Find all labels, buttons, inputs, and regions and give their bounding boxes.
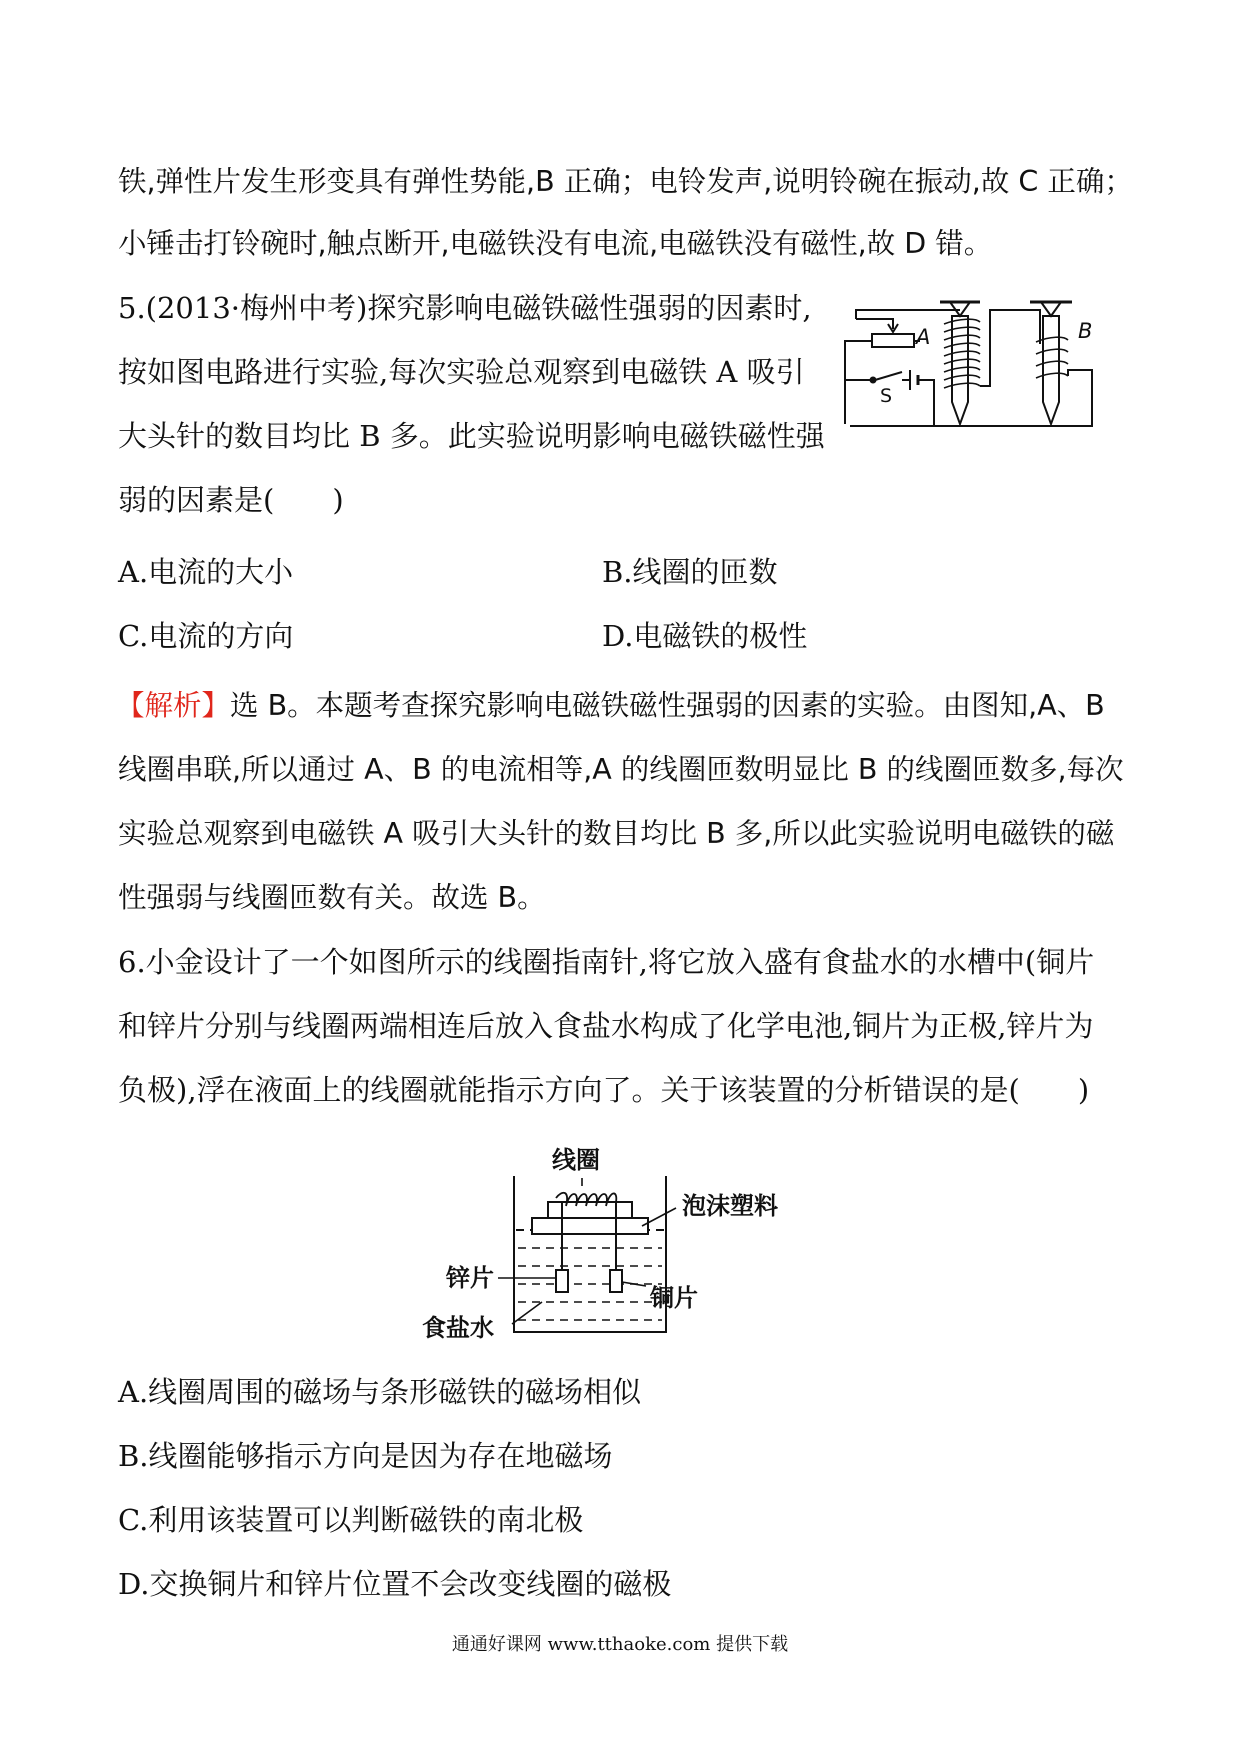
q5-analysis-line-3: 实验总观察到电磁铁 A 吸引大头针的数目均比 B 多,所以此实验说明电磁铁的磁 [118,817,1115,850]
analysis-tag: 【解析】 [116,689,231,722]
q6-label-copper: 铜片 [650,1284,698,1312]
q6-label-foam: 泡沫塑料 [682,1192,778,1220]
analysis-text: 选 B。本题考查探究影响电磁铁磁性强弱的因素的实验。由图知,A、B [230,689,1105,722]
prev-answer-line-2: 小锤击打铃碗时,触点断开,电磁铁没有电流,电磁铁没有磁性,故 D 错。 [118,227,993,260]
q5-option-b: B.线圈的匝数 [602,555,778,589]
q6-label-brine: 食盐水 [422,1314,494,1342]
q6-stem-line-2: 和锌片分别与线圈两端相连后放入食盐水构成了化学电池,铜片为正极,锌片为 [118,1009,1094,1043]
q5-option-d: D.电磁铁的极性 [602,619,808,653]
q6-option-c: C.利用该装置可以判断磁铁的南北极 [118,1503,584,1537]
q5-option-a: A.电流的大小 [118,555,294,589]
q6-stem-line-3: 负极),浮在液面上的线圈就能指示方向了。关于该装置的分析错误的是( ) [118,1073,1090,1107]
q5-circuit-figure [840,296,1160,496]
page-footer: 通通好课网 www.tthaoke.com 提供下载 [451,1634,789,1655]
q6-apparatus-figure [410,1136,830,1346]
prev-answer-line-1: 铁,弹性片发生形变具有弹性势能,B 正确；电铃发声,说明铃碗在振动,故 C 正确； [118,165,1133,198]
q6-option-b: B.线圈能够指示方向是因为存在地磁场 [118,1439,613,1473]
q6-option-d: D.交换铜片和锌片位置不会改变线圈的磁极 [118,1567,672,1601]
q6-stem-line-1: 6.小金设计了一个如图所示的线圈指南针,将它放入盛有食盐水的水槽中(铜片 [118,945,1095,979]
q5-analysis-line-1 [116,686,1105,726]
q5-analysis-line-4: 性强弱与线圈匝数有关。故选 B。 [118,881,546,914]
q5-stem-line-1: 5.(2013·梅州中考)探究影响电磁铁磁性强弱的因素时, [118,291,812,325]
q5-option-c: C.电流的方向 [118,619,294,653]
q5-label-b: B [1078,319,1093,343]
q6-option-a: A.线圈周围的磁场与条形磁铁的磁场相似 [118,1375,642,1409]
q5-stem-line-2: 按如图电路进行实验,每次实验总观察到电磁铁 A 吸引 [118,355,805,389]
q5-label-a: A [916,325,931,349]
q6-label-coil: 线圈 [552,1146,600,1174]
q5-stem-line-3: 大头针的数目均比 B 多。此实验说明影响电磁铁磁性强 [118,419,825,453]
q5-analysis-line-2: 线圈串联,所以通过 A、B 的电流相等,A 的线圈匝数明显比 B 的线圈匝数多,每次 [118,753,1124,786]
q6-label-zinc: 锌片 [446,1264,494,1292]
q5-label-s: S [880,385,893,407]
q5-stem-line-4: 弱的因素是( ) [118,483,344,517]
